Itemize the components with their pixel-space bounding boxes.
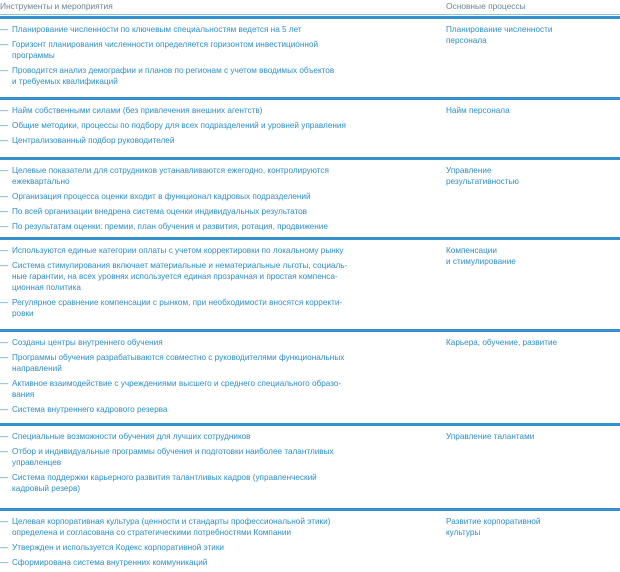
measure-text: Используются единые категории оплаты с учетом корректировки по локальному рынку <box>12 246 344 255</box>
process-name: Управление талантами <box>446 432 535 441</box>
section-divider-bar <box>0 97 620 100</box>
header-divider <box>0 14 620 15</box>
measures-list <box>0 165 390 236</box>
measures-list <box>0 245 390 323</box>
dash-bullet-icon: — <box>0 338 9 347</box>
measure-text: Найм собственными силами (без привлечения внешних агентств) <box>12 106 263 115</box>
measure-item <box>0 297 390 319</box>
dash-bullet-icon: — <box>0 473 9 482</box>
dash-bullet-icon: — <box>0 558 9 567</box>
dash-bullet-icon: — <box>0 106 9 115</box>
measure-text: Система поддержки карьерного развития талантливых кадров (управленческий кадровый резерв) <box>12 473 317 493</box>
measure-item <box>0 378 390 400</box>
dash-bullet-icon: — <box>0 40 9 49</box>
dash-bullet-icon: — <box>0 207 9 216</box>
section-divider-bar <box>0 423 620 426</box>
section-divider-bar <box>0 508 620 511</box>
process-name: Карьера, обучение, развитие <box>446 338 558 347</box>
measure-item <box>0 206 390 217</box>
measure-text: По всей организации внедрена система оценки индивидуальных результатов <box>12 207 308 216</box>
measure-text: Горизонт планирования численности определяется горизонтом инвестиционной программы <box>12 40 319 60</box>
measures-list <box>0 105 390 150</box>
process-name: Развитие корпоративной культуры <box>446 517 541 537</box>
process-name: Найм персонала <box>446 106 510 115</box>
dash-bullet-icon: — <box>0 447 9 456</box>
measure-text: Целевая корпоративная культура (ценности и стандарты профессиональной этики) определена и согласована со стратегическими потребностями Компании <box>12 517 331 537</box>
dash-bullet-icon: — <box>0 222 9 231</box>
measures-list <box>0 24 390 91</box>
measure-item <box>0 516 390 538</box>
measure-item <box>0 221 390 232</box>
measure-item <box>0 120 390 131</box>
measure-text: Активное взаимодействие с учреждениями высшего и среднего специального образо- вания <box>12 379 342 399</box>
section-divider-bar <box>0 329 620 332</box>
dash-bullet-icon: — <box>0 261 9 270</box>
measure-text: Специальные возможности обучения для лучших сотрудников <box>12 432 251 441</box>
measure-text: Система внутреннего кадрового резерва <box>12 405 168 414</box>
measure-text: Регулярное сравнение компенсации с рынком, при необходимости вносятся корректи- ровки <box>12 298 343 318</box>
measure-text: Централизованный подбор руководителей <box>12 136 175 145</box>
dash-bullet-icon: — <box>0 379 9 388</box>
dash-bullet-icon: — <box>0 298 9 307</box>
dash-bullet-icon: — <box>0 66 9 75</box>
dash-bullet-icon: — <box>0 136 9 145</box>
measure-text: Утвержден и используется Кодекс корпоративной этики <box>12 543 224 552</box>
measure-text: Общие методики, процессы по подбору для всех подразделений и уровней управления <box>12 121 346 130</box>
measure-text: Система стимулирования включает материальные и нематериальные льготы, социаль- ные гарантии, на всех уровнях используется единая прозрачная и простая компенса- ционная политика <box>12 261 348 292</box>
measure-text: Созданы центры внутреннего обучения <box>12 338 163 347</box>
measure-item <box>0 245 390 256</box>
dash-bullet-icon: — <box>0 25 9 34</box>
dash-bullet-icon: — <box>0 121 9 130</box>
dash-bullet-icon: — <box>0 166 9 175</box>
table-header <box>0 0 620 16</box>
measure-item <box>0 542 390 553</box>
measure-item <box>0 191 390 202</box>
dash-bullet-icon: — <box>0 246 9 255</box>
section-divider-bar <box>0 237 620 240</box>
measure-item <box>0 557 390 568</box>
measures-list <box>0 516 390 572</box>
measure-item <box>0 431 390 442</box>
column-header-processes: Основные процессы <box>446 1 526 11</box>
measure-text: По результатам оценки: премии, план обучения и развития, ротация, продвижение <box>12 222 328 231</box>
section-divider-bar <box>0 16 620 19</box>
measure-item <box>0 352 390 374</box>
measure-item <box>0 260 390 293</box>
dash-bullet-icon: — <box>0 353 9 362</box>
dash-bullet-icon: — <box>0 517 9 526</box>
measure-item <box>0 65 390 87</box>
measures-list <box>0 431 390 498</box>
measure-text: Программы обучения разрабатываются совместно с руководителями функциональных направлений <box>12 353 345 373</box>
measure-text: Проводится анализ демографии и планов по регионам с учетом вводимых объектов и требуемых квалификаций <box>12 66 335 86</box>
measure-text: Отбор и индивидуальные программы обучения и подготовки наиболее талантливых управленцев <box>12 447 334 467</box>
measure-item <box>0 135 390 146</box>
measure-item <box>0 24 390 35</box>
measure-item <box>0 472 390 494</box>
measure-item <box>0 337 390 348</box>
measure-item <box>0 105 390 116</box>
measure-text: Сформирована система внутренних коммуникаций <box>12 558 208 567</box>
measures-list <box>0 337 390 419</box>
measure-text: Организация процесса оценки входит в функционал кадровых подразделений <box>12 192 311 201</box>
dash-bullet-icon: — <box>0 192 9 201</box>
measure-item <box>0 165 390 187</box>
measure-text: Планирование численности по ключевым специальностям ведется на 5 лет <box>12 25 302 34</box>
column-header-tools: Инструменты и мероприятия <box>0 1 113 11</box>
process-name: Планирование численности персонала <box>446 25 553 45</box>
measure-item <box>0 39 390 61</box>
dash-bullet-icon: — <box>0 432 9 441</box>
process-name: Компенсации и стимулирование <box>446 246 516 266</box>
measure-text: Целевые показатели для сотрудников устанавливаются ежегодно, контролируются ежеквартально <box>12 166 329 186</box>
dash-bullet-icon: — <box>0 543 9 552</box>
process-name: Управление результативностью <box>446 166 519 186</box>
measure-item <box>0 446 390 468</box>
section-divider-bar <box>0 157 620 160</box>
dash-bullet-icon: — <box>0 405 9 414</box>
measure-item <box>0 404 390 415</box>
